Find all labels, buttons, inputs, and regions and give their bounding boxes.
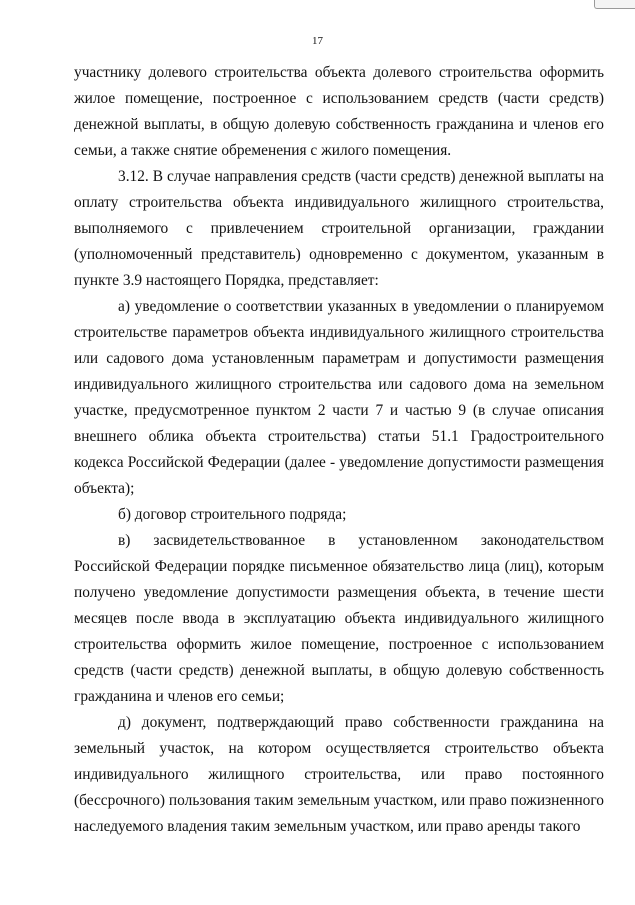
paragraph-continuation: участнику долевого строительства объекта долевого строительства оформить жилое помещение, построенное с использованием средств (части средств) денежной выплаты, в общую долевую собственность гражданина и членов его семьи, а также снятие обременения с жилого помещения. <box>74 64 604 159</box>
page-corner-fold <box>594 0 635 9</box>
document-body <box>74 60 604 840</box>
paragraph-item-d: д) документ, подтверждающий право собственности гражданина на земельный участок, на котором осуществляется строительство объекта индивидуального жилищного строительства, или право постоянного (бессрочного) пользования таким земельным участком, или право пожизненного наследуемого владения таким земельным участком, или право аренды такого <box>74 714 604 835</box>
paragraph-3-12: 3.12. В случае направления средств (части средств) денежной выплаты на оплату строительства объекта индивидуального жилищного строительства, выполняемого с привлечением строительной организации, граждании (уполномоченный представитель) одновременно с документом, указанным в пункте 3.9 настоящего Порядка, представляет: <box>74 168 604 289</box>
paragraph-item-b: б) договор строительного подряда; <box>118 506 347 523</box>
page-number: 17 <box>312 35 323 47</box>
paragraph-item-a: а) уведомление о соответствии указанных в уведомлении о планируемом строительстве параметров объекта индивидуального жилищного строительства или садового дома установленным параметрам и допустимости размещения индивидуального жилищного строительства или садового дома на земельном участке, предусмотренное пунктом 2 части 7 и частью 9 (в случае описания внешнего облика объекта строительства) статьи 51.1 Градостроительного кодекса Российской Федерации (далее - уведомление допустимости размещения объекта); <box>74 298 604 497</box>
paragraph-item-v: в) засвидетельствованное в установленном законодательством Российской Федерации порядке письменное обязательство лица (лиц), которым получено уведомление допустимости размещения объекта, в течение шести месяцев после ввода в эксплуатацию объекта индивидуального жилищного строительства оформить жилое помещение, построенное с использованием средств (части средств) денежной выплаты, в общую долевую собственность гражданина и членов его семьи; <box>74 532 604 705</box>
